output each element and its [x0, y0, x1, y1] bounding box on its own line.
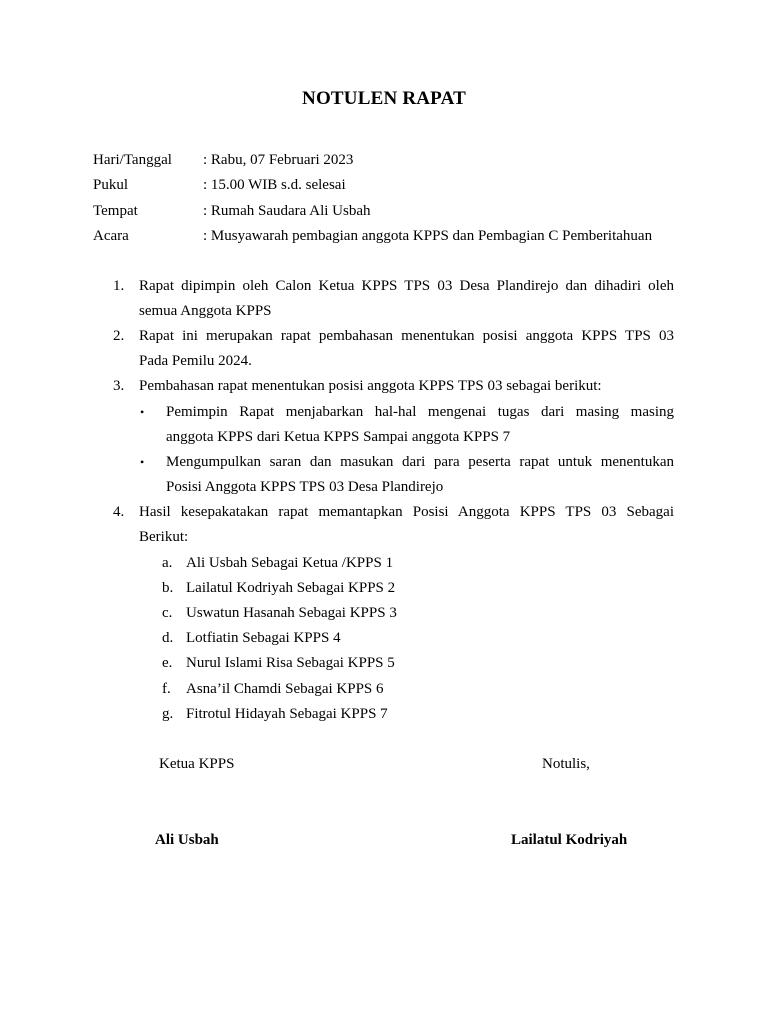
signature-title-left: Ketua KPPS	[159, 756, 235, 772]
item-line: Rapat dipimpin oleh Calon Ketua KPPS TPS 03 Desa Plandirejo dan dihadiri oleh	[139, 278, 674, 294]
member-text: Fitrotul Hidayah Sebagai KPPS 7	[186, 706, 388, 722]
info-value: : Musyawarah pembagian anggota KPPS dan Pembagian C Pemberitahuan	[203, 228, 653, 244]
member-letter: f.	[162, 681, 171, 697]
document-title: NOTULEN RAPAT	[302, 88, 466, 109]
item-text	[139, 274, 674, 324]
member-letter: a.	[162, 555, 173, 571]
item-line: Pada Pemilu 2024.	[139, 353, 252, 369]
bullet-line: Mengumpulkan saran dan masukan dari para peserta rapat untuk menentukan	[166, 454, 674, 470]
member-letter: e.	[162, 655, 173, 671]
bullet-line: Posisi Anggota KPPS TPS 03 Desa Plandirejo	[166, 479, 444, 495]
member-letter: d.	[162, 630, 174, 646]
signature-name-right: Lailatul Kodriyah	[511, 832, 628, 848]
bullet-icon: •	[140, 455, 145, 469]
bullet-line: Pemimpin Rapat menjabarkan hal-hal mengenai tugas dari masing masing	[166, 404, 674, 420]
signature-name-left: Ali Usbah	[155, 832, 219, 848]
info-value: : Rumah Saudara Ali Usbah	[203, 203, 371, 219]
member-text: Nurul Islami Risa Sebagai KPPS 5	[186, 655, 395, 671]
info-label: Acara	[93, 228, 129, 244]
item-text	[139, 374, 674, 399]
signature-title-right: Notulis,	[542, 756, 590, 772]
item-line: Berikut:	[139, 529, 189, 545]
member-letter: g.	[162, 706, 174, 722]
member-text: Ali Usbah Sebagai Ketua /KPPS 1	[186, 555, 394, 571]
item-number: 2.	[113, 328, 125, 344]
bullet-icon: •	[140, 405, 145, 419]
member-text: Lotfiatin Sebagai KPPS 4	[186, 630, 341, 646]
member-text: Uswatun Hasanah Sebagai KPPS 3	[186, 605, 397, 621]
item-text	[139, 324, 674, 374]
item-number: 3.	[113, 378, 125, 394]
info-label: Hari/Tanggal	[93, 152, 172, 168]
info-label: Pukul	[93, 177, 129, 193]
item-number: 4.	[113, 504, 125, 520]
item-line: Rapat ini merupakan rapat pembahasan menentukan posisi anggota KPPS TPS 03	[139, 328, 674, 344]
bullet-text	[166, 400, 674, 450]
member-text: Lailatul Kodriyah Sebagai KPPS 2	[186, 580, 396, 596]
member-letter: b.	[162, 580, 174, 596]
item-line: Hasil kesepakatakan rapat memantapkan Posisi Anggota KPPS TPS 03 Sebagai	[139, 504, 674, 520]
item-line: Pembahasan rapat menentukan posisi anggota KPPS TPS 03 sebagai berikut:	[139, 378, 602, 394]
info-value: : Rabu, 07 Februari 2023	[203, 152, 354, 168]
member-text: Asna’il Chamdi Sebagai KPPS 6	[186, 681, 384, 697]
bullet-line: anggota KPPS dari Ketua KPPS Sampai anggota KPPS 7	[166, 429, 511, 445]
item-line: semua Anggota KPPS	[139, 303, 272, 319]
bullet-text	[166, 450, 674, 500]
info-label: Tempat	[93, 203, 138, 219]
item-number: 1.	[113, 278, 125, 294]
item-text	[139, 500, 674, 550]
member-letter: c.	[162, 605, 173, 621]
info-value: : 15.00 WIB s.d. selesai	[203, 177, 346, 193]
